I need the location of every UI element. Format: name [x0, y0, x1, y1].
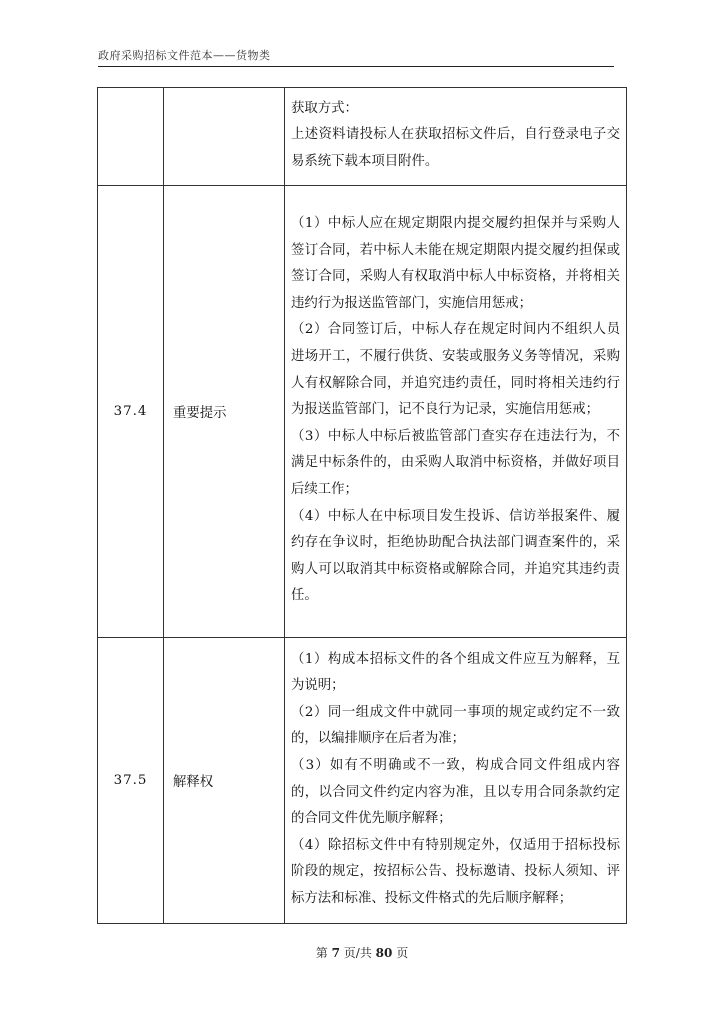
table-row	[98, 88, 627, 186]
footer-middle: 页/共	[343, 946, 372, 960]
clause-title-cell: 解释权	[164, 638, 285, 924]
document-header	[98, 48, 614, 67]
page-total: 80	[375, 946, 393, 960]
clause-paragraph: （2）合同签订后，中标人存在规定时间内不组织人员进场开工，不履行供货、安装或服务义务等情况，采购人有权解除合同，并追究违约责任，同时将相关违约行为报送监管部门，记不良行为记录，实施信用惩戒；	[291, 322, 620, 418]
clause-paragraph: （4）除招标文件中有特别规定外，仅适用于招标投标阶段的规定，按招标公告、投标邀请、投标人须知、评标方法和标准、投标文件格式的先后顺序解释；	[291, 837, 620, 906]
table-row	[98, 638, 627, 924]
clause-content-cell	[285, 88, 627, 186]
clause-paragraph: （4）中标人在中标项目发生投诉、信访举报案件、履约存在争议时，拒绝协助配合执法部门调查案件的，采购人可以取消其中标资格或解除合同，并追究其违约责任。	[291, 508, 620, 604]
clause-paragraph: 获取方式：	[291, 100, 358, 116]
footer-suffix: 页	[396, 946, 409, 960]
clause-paragraph: （1）中标人应在规定期限内提交履约担保并与采购人签订合同，若中标人未能在规定期限内提交履约担保或签订合同，采购人有权取消中标人中标资格，并将相关违约行为报送监管部门，实施信用惩戒；	[291, 216, 620, 311]
clause-paragraph: （2）同一组成文件中就同一事项的规定或约定不一致的，以编排顺序在后者为准；	[291, 704, 620, 747]
clause-content-cell	[285, 638, 627, 924]
clause-number-cell: 37.5	[98, 638, 164, 924]
clause-title-cell	[164, 88, 285, 186]
footer-prefix: 第	[315, 946, 328, 960]
clause-paragraph: （3）如有不明确或不一致，构成合同文件组成内容的，以合同文件约定内容为准，且以专用合同条款约定的合同文件优先顺序解释；	[291, 757, 620, 827]
clause-table	[97, 87, 627, 924]
clause-content-cell	[285, 186, 627, 638]
table-row	[98, 186, 627, 638]
clause-title-cell: 重要提示	[164, 186, 285, 638]
clause-number-cell: 37.4	[98, 186, 164, 638]
page-footer	[0, 944, 724, 961]
clause-paragraph: （3）中标人中标后被监管部门查实存在违法行为，不满足中标条件的，由采购人取消中标资格，并做好项目后续工作；	[291, 428, 620, 497]
document-header-title: 政府采购招标文件范本——货物类	[98, 49, 271, 62]
clause-paragraph: （1）构成本招标文件的各个组成文件应互为解释，互为说明；	[291, 651, 620, 694]
clause-number-cell	[98, 88, 164, 186]
clause-paragraph: 上述资料请投标人在获取招标文件后，自行登录电子交易系统下载本项目附件。	[291, 127, 620, 169]
page-number: 7	[331, 946, 340, 960]
